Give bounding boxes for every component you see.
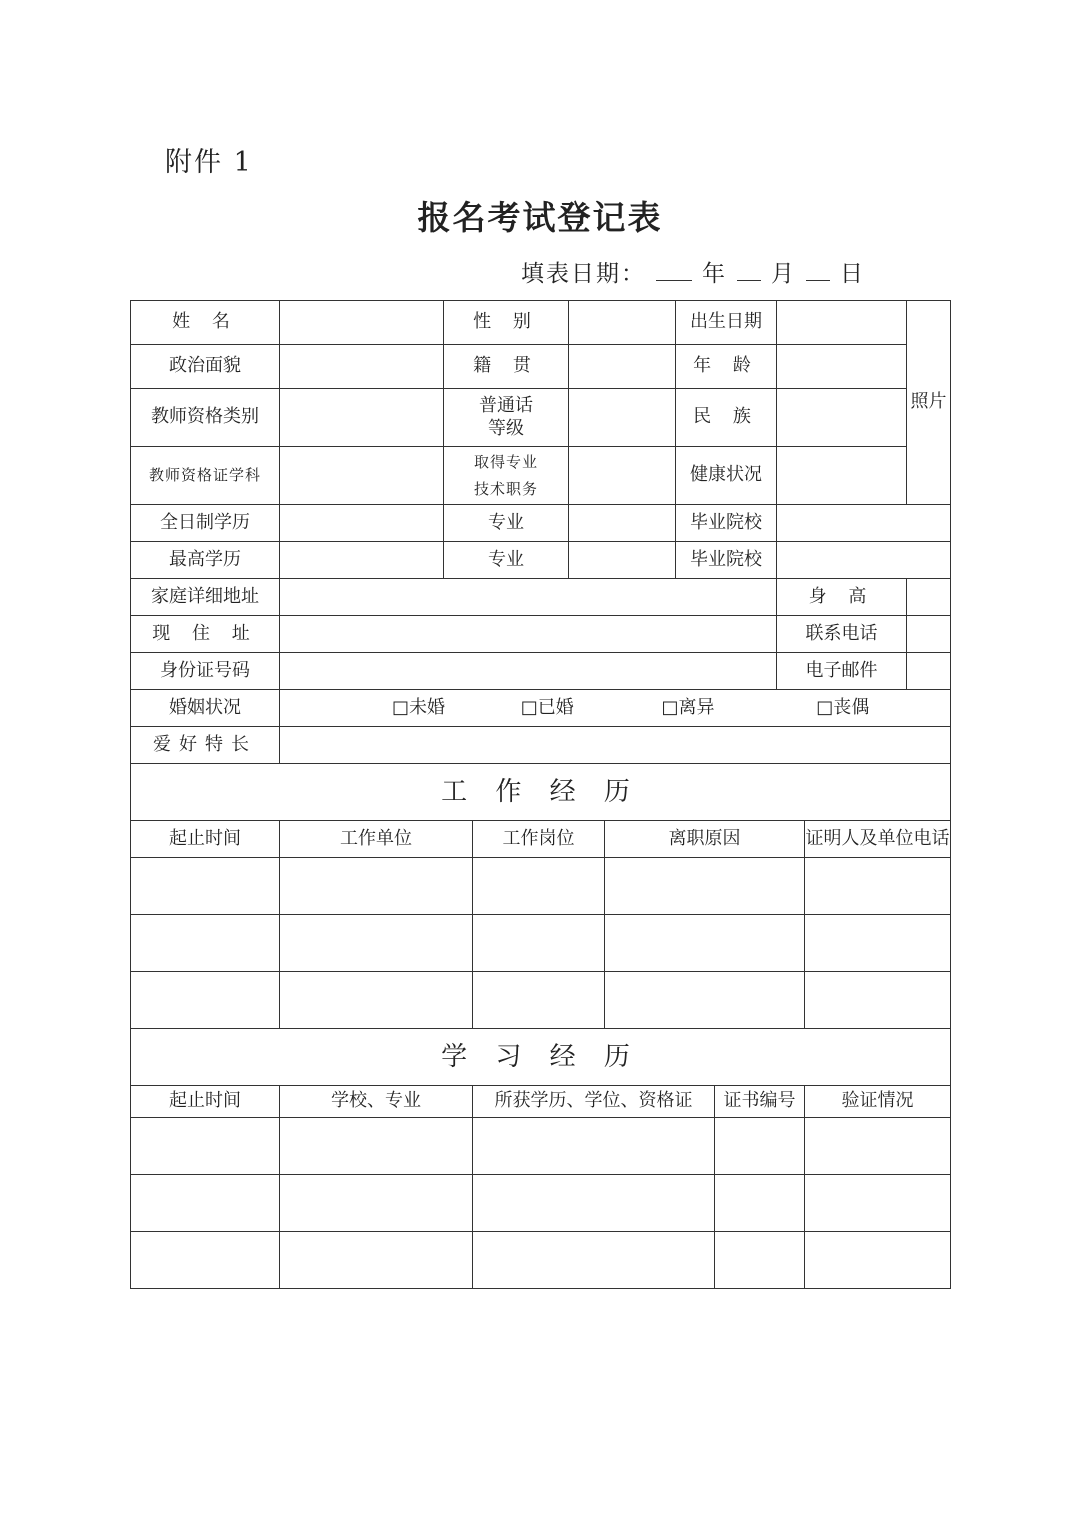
tech-title-line-2: 技术职务 (474, 479, 539, 498)
fill-date (521, 255, 865, 288)
table-row (131, 972, 951, 1029)
school-1-field[interactable] (777, 505, 951, 542)
study-header-verification: 验证情况 (805, 1086, 951, 1118)
marital-option-married[interactable]: □已婚 (520, 696, 574, 718)
school-2-label: 毕业院校 (676, 542, 777, 579)
study-cell[interactable] (131, 1175, 280, 1232)
native-place-field[interactable] (569, 345, 676, 389)
marital-option-divorced[interactable]: □离异 (661, 696, 715, 718)
political-field[interactable] (280, 345, 444, 389)
study-header-degree: 所获学历、学位、资格证 (473, 1086, 715, 1118)
ethnicity-field[interactable] (777, 389, 907, 447)
work-header-reference: 证明人及单位电话 (805, 821, 951, 858)
study-cell[interactable] (131, 1118, 280, 1175)
study-cell[interactable] (805, 1118, 951, 1175)
mandarin-line-1: 普通话 (479, 395, 533, 416)
form-title: 报名考试登记表 (417, 198, 663, 237)
work-cell[interactable] (280, 915, 473, 972)
native-place-label: 籍 贯 (444, 345, 569, 389)
id-number-field[interactable] (280, 653, 777, 690)
mandarin-level-field[interactable] (569, 389, 676, 447)
name-field[interactable] (280, 301, 444, 345)
work-cell[interactable] (805, 972, 951, 1029)
major-1-label: 专业 (444, 505, 569, 542)
highest-edu-field[interactable] (280, 542, 444, 579)
month-label: 月 (771, 261, 796, 287)
political-label: 政治面貌 (131, 345, 280, 389)
mandarin-line-2: 等级 (488, 417, 524, 439)
study-cell[interactable] (805, 1175, 951, 1232)
study-cell[interactable] (280, 1118, 473, 1175)
work-cell[interactable] (805, 858, 951, 915)
age-field[interactable] (777, 345, 907, 389)
ethnicity-label: 民 族 (676, 389, 777, 447)
tech-title-line-1: 取得专业 (474, 452, 539, 471)
work-cell[interactable] (473, 972, 605, 1029)
table-row (131, 915, 951, 972)
study-section-title: 学 习 经 历 (131, 1029, 951, 1086)
email-label: 电子邮件 (777, 653, 907, 690)
fulltime-edu-label: 全日制学历 (131, 505, 280, 542)
age-label: 年 龄 (676, 345, 777, 389)
work-header-leave-reason: 离职原因 (605, 821, 805, 858)
work-header-position: 工作岗位 (473, 821, 605, 858)
work-header-period: 起止时间 (131, 821, 280, 858)
work-cell[interactable] (473, 858, 605, 915)
work-cell[interactable] (280, 972, 473, 1029)
marital-option-widowed[interactable]: □丧偶 (816, 696, 870, 718)
current-address-label: 现 住 址 (131, 616, 280, 653)
work-cell[interactable] (473, 915, 605, 972)
health-field[interactable] (777, 447, 907, 505)
phone-label: 联系电话 (777, 616, 907, 653)
marital-option-unmarried[interactable]: □未婚 (392, 696, 446, 718)
work-cell[interactable] (131, 972, 280, 1029)
table-row (131, 1232, 951, 1289)
date-label: 填表日期： (521, 261, 646, 287)
hobbies-field[interactable] (280, 727, 951, 764)
current-address-field[interactable] (280, 616, 777, 653)
table-row (131, 1118, 951, 1175)
study-cell[interactable] (715, 1118, 805, 1175)
work-cell[interactable] (605, 972, 805, 1029)
study-cell[interactable] (473, 1175, 715, 1232)
height-label: 身 高 (777, 579, 907, 616)
home-address-field[interactable] (280, 579, 777, 616)
mandarin-level-label (444, 389, 569, 447)
name-label: 姓 名 (131, 301, 280, 345)
highest-edu-label: 最高学历 (131, 542, 280, 579)
table-row (131, 1175, 951, 1232)
major-2-label: 专业 (444, 542, 569, 579)
phone-field[interactable] (907, 616, 951, 653)
study-header-cert-number: 证书编号 (715, 1086, 805, 1118)
work-cell[interactable] (131, 915, 280, 972)
photo-label: 照片 (910, 391, 947, 412)
major-1-field[interactable] (569, 505, 676, 542)
work-cell[interactable] (605, 858, 805, 915)
study-cell[interactable] (715, 1232, 805, 1289)
height-field[interactable] (907, 579, 951, 616)
study-cell[interactable] (280, 1175, 473, 1232)
work-header-employer: 工作单位 (280, 821, 473, 858)
marital-label: 婚姻状况 (131, 690, 280, 727)
birth-date-label: 出生日期 (676, 301, 777, 345)
tech-title-label (444, 447, 569, 505)
work-cell[interactable] (805, 915, 951, 972)
fulltime-edu-field[interactable] (280, 505, 444, 542)
year-blank[interactable] (656, 258, 692, 281)
work-cell[interactable] (131, 858, 280, 915)
study-cell[interactable] (131, 1232, 280, 1289)
email-field[interactable] (907, 653, 951, 690)
study-cell[interactable] (715, 1175, 805, 1232)
study-cell[interactable] (280, 1232, 473, 1289)
gender-field[interactable] (569, 301, 676, 345)
teacher-qual-type-label: 教师资格类别 (131, 389, 280, 447)
day-label: 日 (840, 261, 865, 287)
table-row (131, 858, 951, 915)
hobbies-label: 爱好特长 (131, 727, 280, 764)
teacher-cert-subject-label: 教师资格证学科 (131, 447, 280, 505)
home-address-label: 家庭详细地址 (131, 579, 280, 616)
birth-date-field[interactable] (777, 301, 907, 345)
school-2-field[interactable] (777, 542, 951, 579)
photo-box[interactable] (907, 301, 951, 505)
study-header-school: 学校、专业 (280, 1086, 473, 1118)
marital-options (280, 690, 951, 727)
study-header-period: 起止时间 (131, 1086, 280, 1118)
teacher-qual-type-field[interactable] (280, 389, 444, 447)
school-1-label: 毕业院校 (676, 505, 777, 542)
major-2-field[interactable] (569, 542, 676, 579)
year-label: 年 (702, 261, 727, 287)
work-cell[interactable] (605, 915, 805, 972)
month-blank[interactable] (737, 258, 761, 281)
tech-title-field[interactable] (569, 447, 676, 505)
work-section-title: 工 作 经 历 (131, 764, 951, 821)
teacher-cert-subject-field[interactable] (280, 447, 444, 505)
work-cell[interactable] (280, 858, 473, 915)
attachment-label: 附件 1 (165, 147, 253, 178)
registration-table (130, 300, 951, 1289)
day-blank[interactable] (806, 258, 830, 281)
study-cell[interactable] (473, 1232, 715, 1289)
id-number-label: 身份证号码 (131, 653, 280, 690)
health-label: 健康状况 (676, 447, 777, 505)
study-cell[interactable] (473, 1118, 715, 1175)
study-cell[interactable] (805, 1232, 951, 1289)
gender-label: 性 别 (444, 301, 569, 345)
